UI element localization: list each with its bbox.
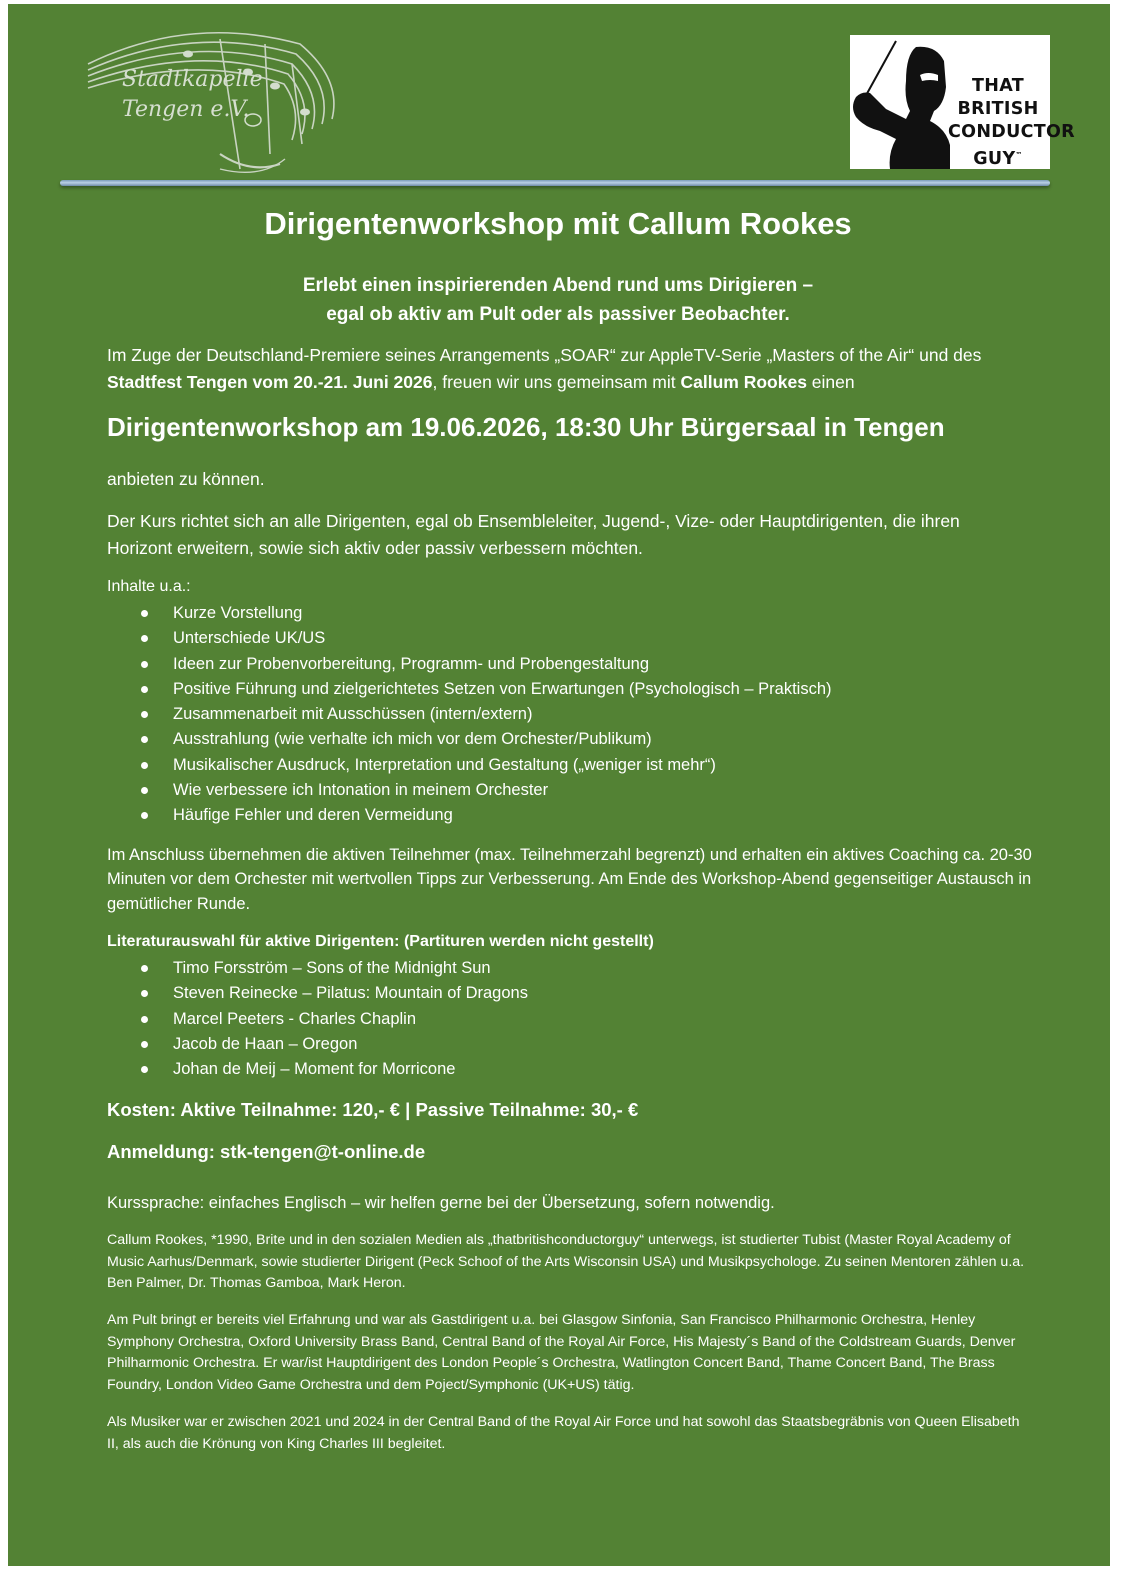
- anschluss-paragraph: Im Anschluss übernehmen die aktiven Teilnehmer (max. Teilnehmerzahl begrenzt) und erhalten ein aktives Coaching ca. 20-30 Minuten vor dem Orchester mit wertvollen Tipps zur Verbesserung. Am Ende des Workshop-Abend gegenseitiger Austausch in gemütlicher Runde.: [107, 846, 1032, 913]
- bullet-icon: [141, 661, 148, 668]
- stadtfest-highlight: Stadtfest Tengen vom 20.-21. Juni 2026: [107, 372, 433, 392]
- bullet-icon: [141, 1041, 148, 1048]
- inhalte-list: [107, 601, 832, 829]
- list-item: Häufige Fehler und deren Vermeidung: [107, 803, 832, 828]
- list-item: Marcel Peeters - Charles Chaplin: [107, 1007, 528, 1032]
- bullet-icon: [141, 1066, 148, 1073]
- music-staff-arc-icon: [70, 24, 350, 174]
- page-title: Dirigentenworkshop mit Callum Rookes: [264, 206, 852, 241]
- brand-name: [948, 75, 1075, 171]
- bio-paragraph-3: Als Musiker war er zwischen 2021 und 2024 in der Central Band of the Royal Air Force und hat sowohl das Staatsbegräbnis von Queen Elisabeth II, als auch die Krönung von King Charles III begleitet.: [107, 1414, 1020, 1452]
- anbieten-text: anbieten zu können.: [107, 469, 265, 489]
- list-item: Timo Forsström – Sons of the Midnight Sun: [107, 956, 528, 981]
- bullet-icon: [141, 812, 148, 819]
- bullet-icon: [141, 635, 148, 642]
- bullet-icon: [141, 610, 148, 617]
- intro-paragraph: Im Zuge der Deutschland-Premiere seines Arrangements „SOAR“ zur AppleTV-Serie „Masters of the Air“ und des Stadtfest Tengen vom 20.-21. Juni 2026, freuen wir uns gemeinsam mit Callum Rookes einen: [107, 345, 982, 392]
- bullet-icon: [141, 1016, 148, 1023]
- kurs-paragraph: Der Kurs richtet sich an alle Dirigenten, egal ob Ensembleleiter, Jugend-, Vize- oder Hauptdirigenten, die ihren Horizont erweitern, sowie sich aktiv oder passiv verbessern möchten.: [107, 511, 960, 558]
- bio-paragraph-1: Callum Rookes, *1990, Brite und in den sozialen Medien als „thatbritishconductorguy“ unterwegs, ist studierter Tubist (Master Royal Academy of Music Aarhus/Denmark, sowie studierter Dirigent (Peck Schoof of the Arts Wisconsin USA) und Musikpsychologe. Zu seinen Mentoren zählen u.a. Ben Palmer, Dr. Thomas Gamboa, Mark Heron.: [107, 1232, 1025, 1292]
- list-item: Ausstrahlung (wie verhalte ich mich vor dem Orchester/Publikum): [107, 727, 832, 752]
- list-item: Wie verbessere ich Intonation in meinem Orchester: [107, 778, 832, 803]
- stadtkapelle-logo: [70, 24, 350, 174]
- header-divider: [60, 180, 1050, 186]
- list-item: Johan de Meij – Moment for Morricone: [107, 1057, 528, 1082]
- bullet-icon: [141, 762, 148, 769]
- bullet-icon: [141, 736, 148, 743]
- bullet-icon: [141, 787, 148, 794]
- literatur-list: [107, 956, 528, 1082]
- list-item: Unterschiede UK/US: [107, 626, 832, 651]
- logo-text-line1: Stadtkapelle: [122, 67, 263, 92]
- workshop-headline: Dirigentenworkshop am 19.06.2026, 18:30 Uhr Bürgersaal in Tengen: [107, 412, 945, 442]
- brand-line-that: THAT: [972, 76, 1024, 96]
- bio-paragraph-2: Am Pult bringt er bereits viel Erfahrung und war als Gastdirigent u.a. bei Glasgow Sinfonia, San Francisco Philharmonic Orchestra, Henley Symphony Orchestra, Oxford University Brass Band, Central Band of the Royal Air Force, His Majesty´s Band of the Coldstream Guards, Denver Philharmonic Orchestra. Er war/ist Hauptdirigent des London People´s Orchestra, Watlington Concert Band, Thame Concert Band, The Brass Foundry, London Video Game Orchestra und dem Poject/Symphonic (UK+US) tätig.: [107, 1312, 1016, 1394]
- bullet-icon: [141, 711, 148, 718]
- that-british-conductor-guy-logo: [850, 35, 1075, 169]
- list-item: Kurze Vorstellung: [107, 601, 832, 626]
- bullet-icon: [141, 686, 148, 693]
- flyer-page: [8, 4, 1110, 1566]
- bullet-icon: [141, 990, 148, 997]
- list-item: Positive Führung und zielgerichtetes Setzen von Erwartungen (Psychologisch – Praktisch): [107, 677, 832, 702]
- bullet-icon: [141, 965, 148, 972]
- list-item: Musikalischer Ausdruck, Interpretation und Gestaltung („weniger ist mehr“): [107, 753, 832, 778]
- brand-line-guy: GUY™: [973, 148, 1023, 169]
- kosten-line: Kosten: Aktive Teilnahme: 120,- € | Passive Teilnahme: 30,- €: [107, 1099, 639, 1120]
- inhalte-label: Inhalte u.a.:: [107, 578, 191, 595]
- conductor-silhouette-icon: [850, 35, 950, 169]
- list-item: Ideen zur Probenvorbereitung, Programm- und Probengestaltung: [107, 652, 832, 677]
- subtitle: [8, 271, 1108, 329]
- logo-text-line2: Tengen e.V.: [122, 97, 250, 122]
- subtitle-line-2: egal ob aktiv am Pult oder als passiver Beobachter.: [326, 304, 790, 325]
- kurssprache-note: Kurssprache: einfaches Englisch – wir helfen gerne bei der Übersetzung, sofern notwendig.: [107, 1194, 775, 1212]
- list-item: Steven Reinecke – Pilatus: Mountain of Dragons: [107, 981, 528, 1006]
- list-item: Zusammenarbeit mit Ausschüssen (intern/extern): [107, 702, 832, 727]
- literatur-label: Literaturauswahl für aktive Dirigenten: (Partituren werden nicht gestellt): [107, 933, 654, 950]
- anmeldung-email[interactable]: Anmeldung: stk-tengen@t-online.de: [107, 1141, 426, 1162]
- brand-line-conductor: CONDUCTOR: [948, 122, 1075, 142]
- brand-line-british: BRITISH: [957, 99, 1039, 119]
- subtitle-line-1: Erlebt einen inspirierenden Abend rund ums Dirigieren –: [302, 275, 814, 296]
- list-item: Jacob de Haan – Oregon: [107, 1032, 528, 1057]
- callum-rookes-highlight: Callum Rookes: [680, 372, 807, 392]
